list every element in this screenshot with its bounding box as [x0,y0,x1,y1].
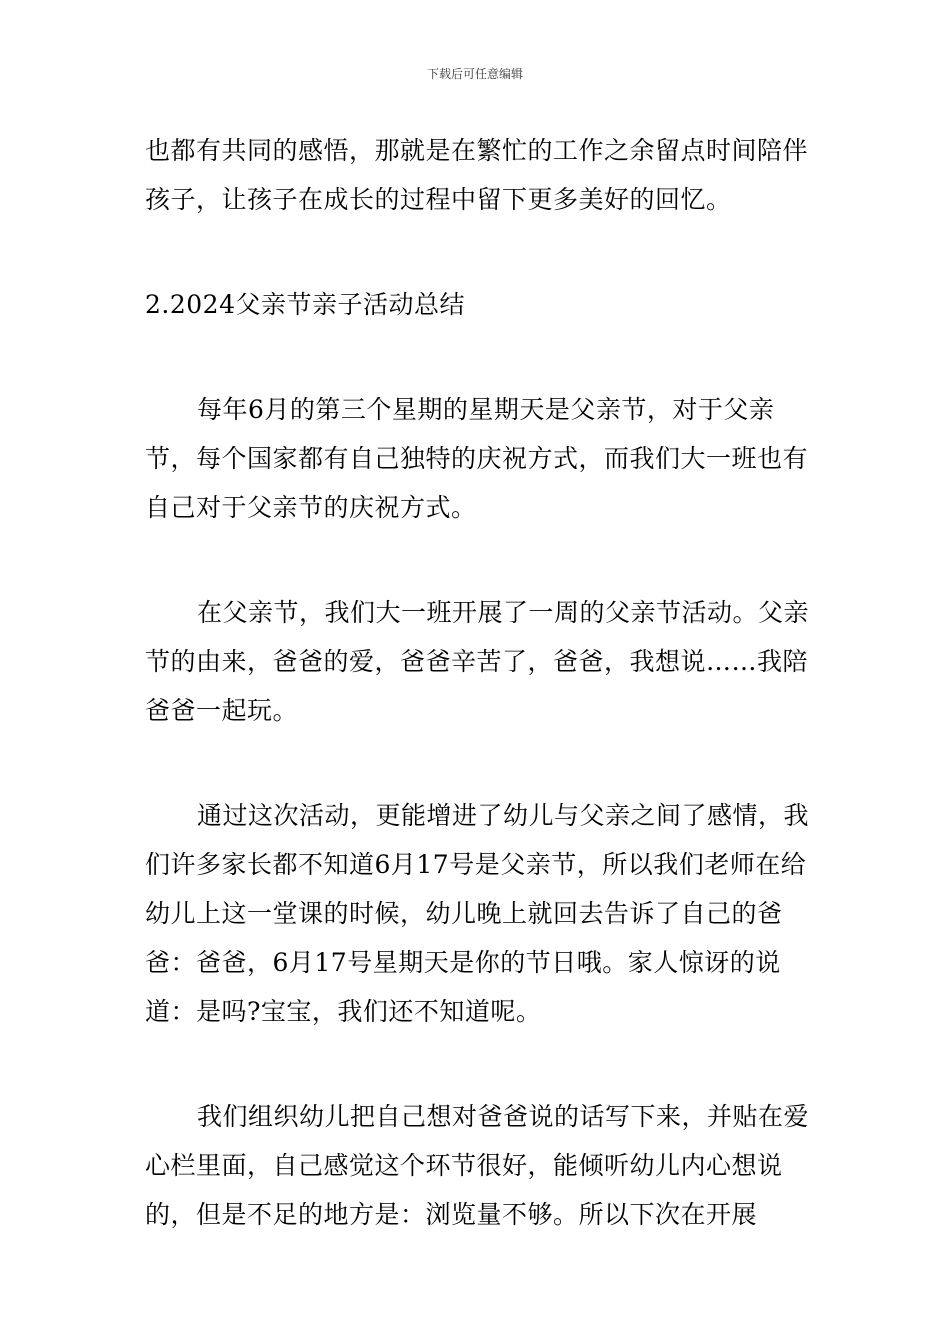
paragraph-activities: 在父亲节，我们大一班开展了一周的父亲节活动。父亲节的由来，爸爸的爱，爸爸辛苦了，爸爸，我想说……我陪爸爸一起玩。 [145,598,810,725]
section-heading: 2.2024父亲节亲子活动总结 [145,290,465,319]
paragraph-effects: 通过这次活动，更能增进了幼儿与父亲之间了感情，我们许多家长都不知道6月17号是父亲节，所以我们老师在给幼儿上这一堂课的时候，幼儿晚上就回去告诉了自己的爸爸：爸爸，6月17号星期天是你的节日哦。家人惊讶的说道：是吗?宝宝，我们还不知道呢。 [145,801,810,1026]
paragraph-reflection: 我们组织幼儿把自己想对爸爸说的话写下来，并贴在爱心栏里面，自己感觉这个环节很好，能倾听幼儿内心想说的，但是不足的地方是：浏览量不够。所以下次在开展 [145,1102,810,1229]
paragraph-intro: 每年6月的第三个星期的星期天是父亲节，对于父亲节，每个国家都有自己独特的庆祝方式，而我们大一班也有自己对于父亲节的庆祝方式。 [145,395,809,522]
page-header: 下载后可任意编辑 [426,67,523,81]
document-body [145,126,810,1295]
paragraph-continuation: 也都有共同的感悟，那就是在繁忙的工作之余留点时间陪伴孩子，让孩子在成长的过程中留下更多美好的回忆。 [145,136,809,214]
